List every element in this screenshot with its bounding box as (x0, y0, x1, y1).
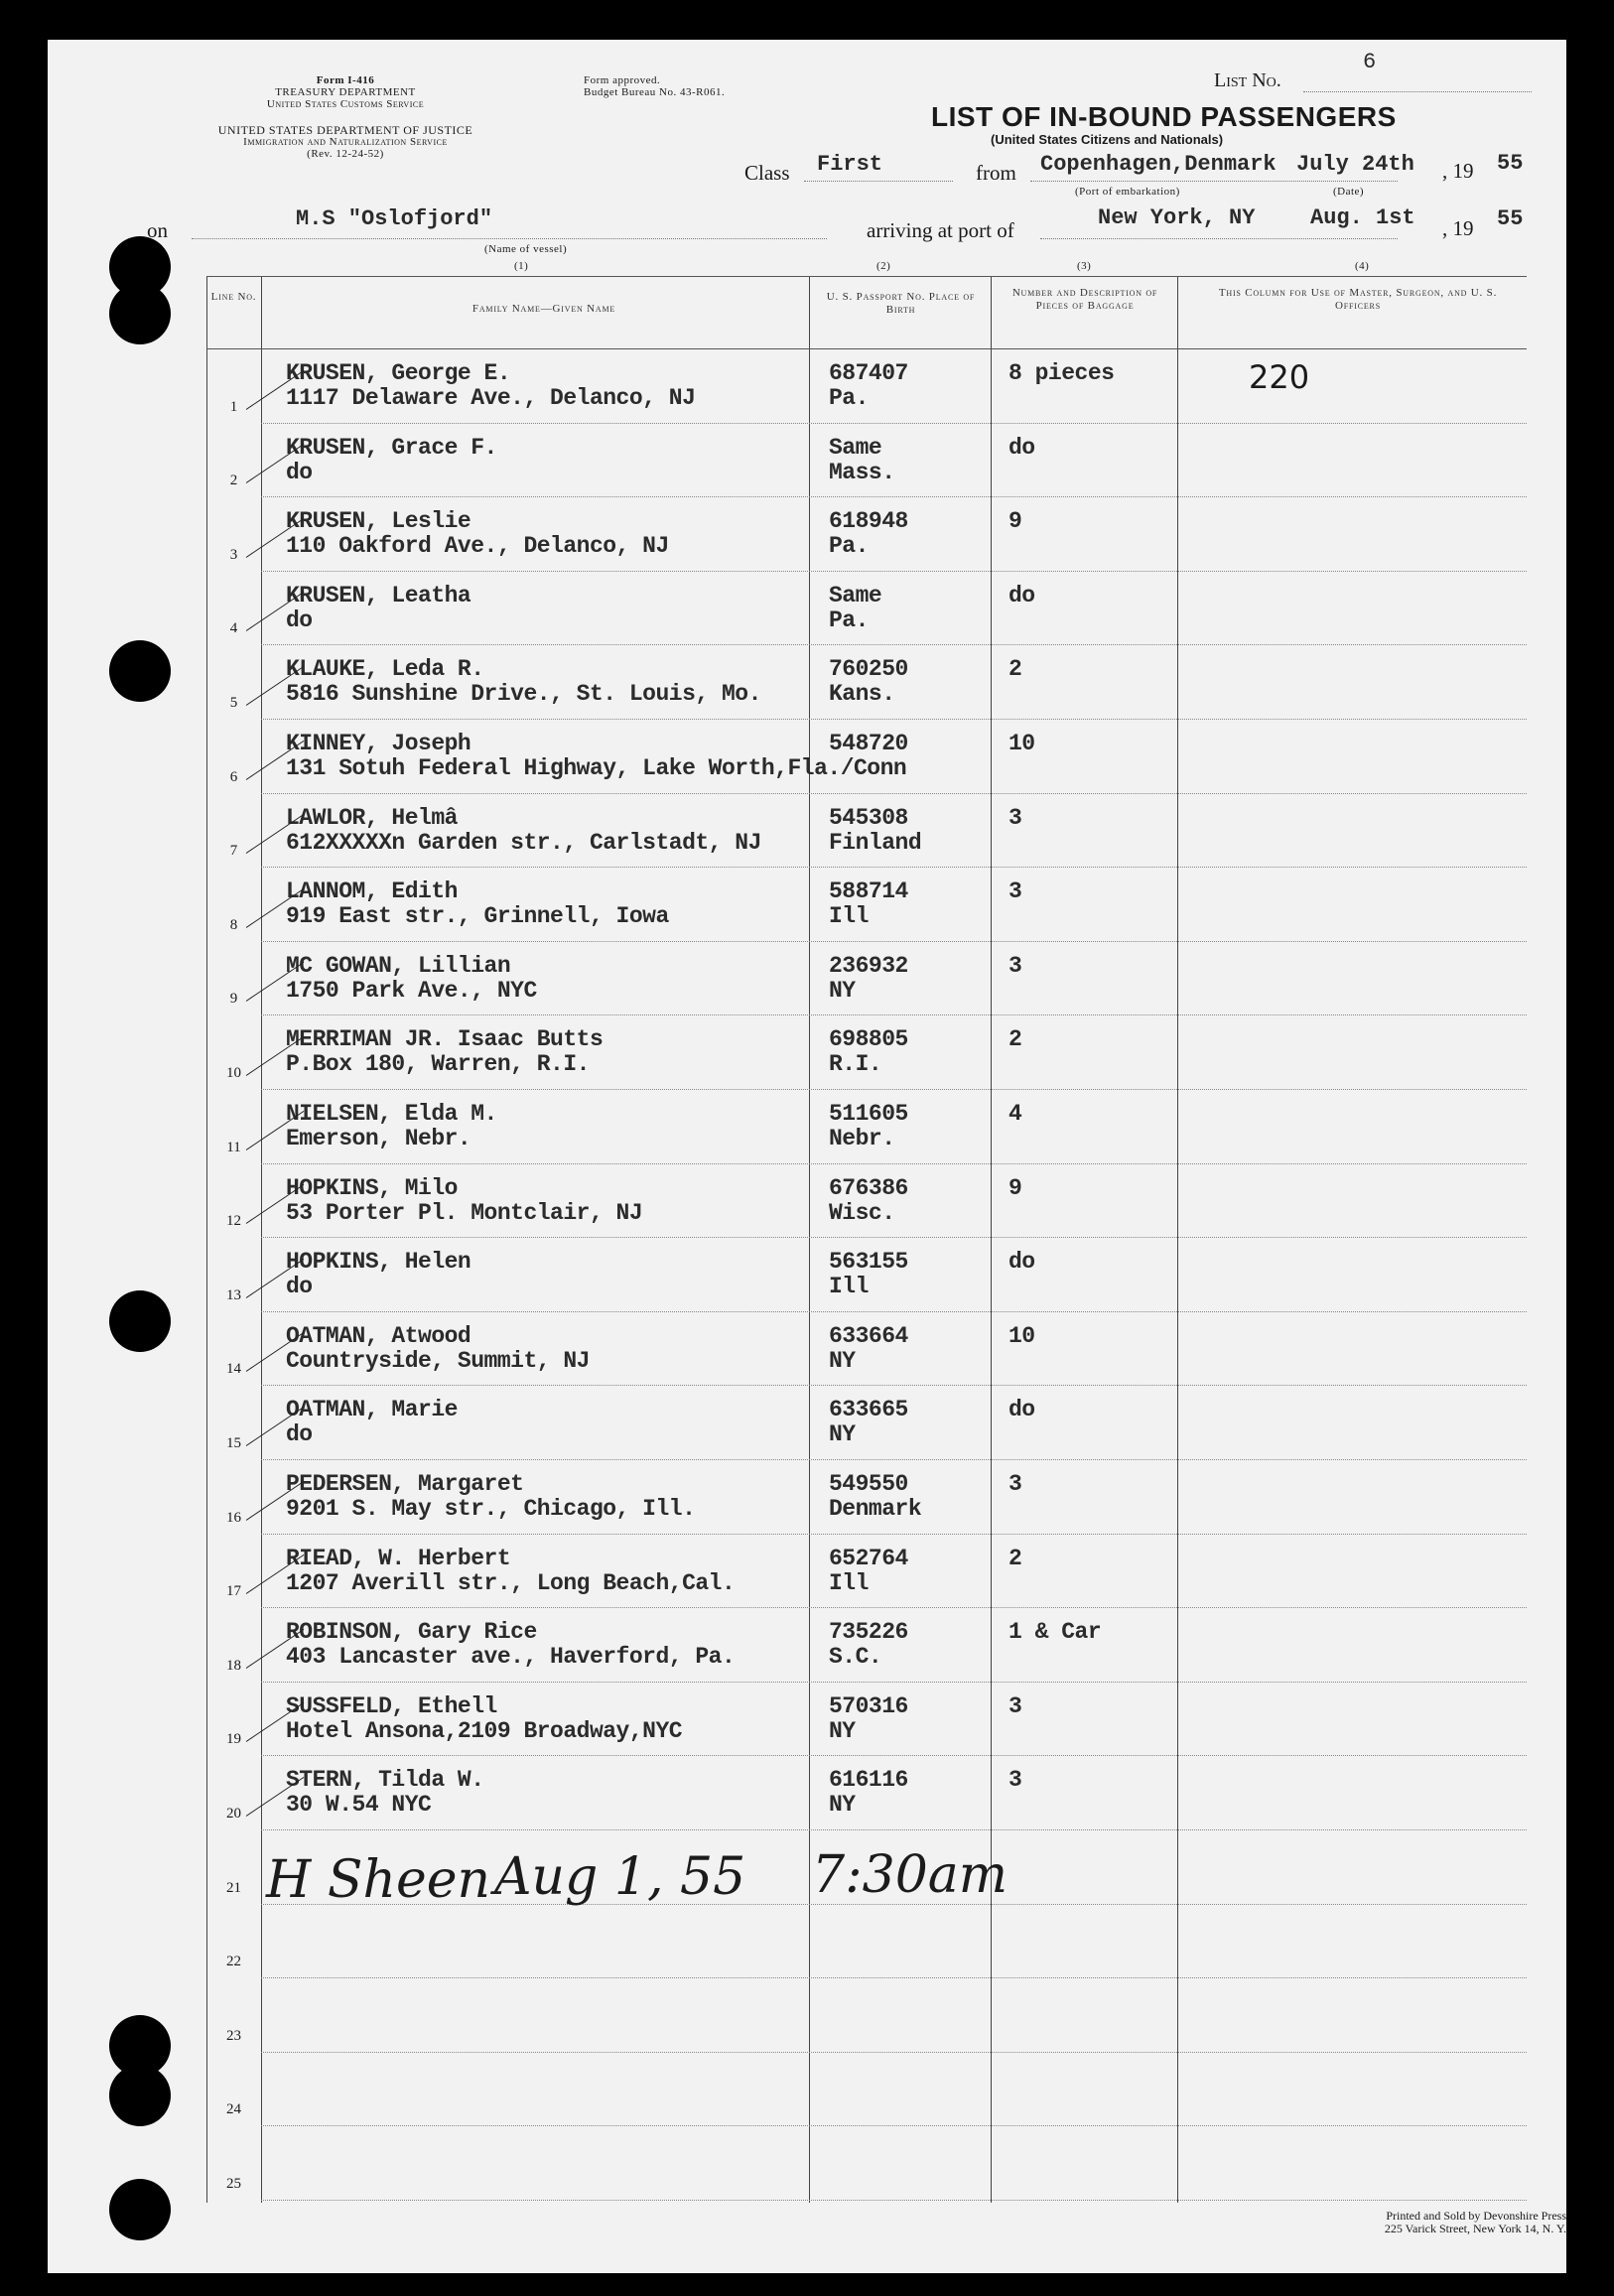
baggage-count: 9 (1009, 1174, 1022, 1201)
place-of-birth: NY (829, 1421, 856, 1448)
row-divider (261, 1163, 1527, 1164)
line-number: 1 (229, 398, 238, 415)
passenger-address: 612XXXXXn Garden str., Carlstadt, NJ (286, 829, 761, 856)
line-number: 3 (229, 546, 238, 563)
year-value: 55 (1497, 151, 1524, 176)
place-of-birth: Pa. (829, 607, 869, 633)
line-number: 7 (229, 843, 238, 860)
passport-number: 633665 (829, 1397, 908, 1423)
line-number: 16 (226, 1509, 241, 1526)
list-no-value: 6 (1363, 50, 1377, 74)
passport-number: 236932 (829, 952, 908, 979)
baggage-count: 10 (1009, 1322, 1035, 1349)
inspector-signature: H Sheen (266, 1850, 491, 1910)
line-number: 25 (226, 2176, 241, 2192)
passenger-name: KRUSEN, George E. (286, 360, 511, 386)
manifest-sheet (48, 40, 1566, 2273)
baggage-count: do (1009, 1397, 1035, 1423)
row-divider (261, 1459, 1527, 1460)
passport-number: Same (829, 582, 882, 608)
passenger-name: KRUSEN, Leslie (286, 508, 471, 535)
passport-number: 676386 (829, 1174, 908, 1201)
ins: Immigration and Naturalization Service (243, 136, 448, 148)
passport-number: 618948 (829, 508, 908, 535)
row-divider (261, 1237, 1527, 1238)
baggage-count: 2 (1009, 1026, 1022, 1053)
officer-notation: 220 (1249, 358, 1310, 396)
row-divider (261, 423, 1527, 424)
form-approved: Form approved. (584, 74, 661, 86)
place-of-birth: Pa. (829, 533, 869, 560)
row-divider (261, 1829, 1527, 1830)
line-number: 9 (229, 991, 238, 1008)
line-number: 23 (226, 2027, 241, 2044)
passport-number: 549550 (829, 1471, 908, 1497)
header-line-no: Line No. (210, 291, 257, 303)
place-of-birth: NY (829, 977, 856, 1004)
passport-number: 698805 (829, 1026, 908, 1053)
passenger-name: ROBINSON, Gary Rice (286, 1619, 537, 1646)
form-subtitle: (United States Citizens and Nationals) (991, 132, 1224, 147)
justice-department: UNITED STATES DEPARTMENT OF JUSTICE (217, 123, 473, 137)
row-divider (261, 644, 1527, 645)
list-no-label: List No. (1214, 69, 1281, 91)
passenger-name: KRUSEN, Grace F. (286, 434, 497, 461)
baggage-count: 1 & Car (1009, 1619, 1102, 1646)
col-marker-3: (3) (1077, 260, 1092, 272)
passenger-name: KINNEY, Joseph (286, 731, 471, 756)
line-number: 18 (226, 1657, 241, 1674)
line-number: 2 (229, 473, 238, 489)
binder-hole (109, 283, 171, 344)
col-marker-1: (1) (514, 260, 529, 272)
baggage-count: 3 (1009, 1767, 1022, 1794)
passport-number: 760250 (829, 656, 908, 683)
row-divider (261, 867, 1527, 868)
passenger-name: LANNOM, Edith (286, 878, 458, 905)
passenger-address: do (286, 607, 313, 633)
passenger-address: 9201 S. May str., Chicago, Ill. (286, 1496, 696, 1522)
year-prefix: , 19 (1442, 159, 1474, 183)
line-number: 13 (226, 1286, 241, 1303)
passenger-address: 30 W.54 NYC (286, 1792, 432, 1819)
binder-hole (109, 2179, 171, 2240)
passport-number: 616116 (829, 1767, 908, 1794)
passport-number: 687407 (829, 360, 908, 386)
passenger-address: 5816 Sunshine Drive., St. Louis, Mo. (286, 681, 761, 708)
form-number: Form I-416 (316, 74, 375, 86)
row-divider (261, 719, 1527, 720)
line-number: 22 (226, 1954, 241, 1970)
arrival-date: Aug. 1st (1310, 205, 1415, 230)
place-of-birth: Kans. (829, 681, 895, 708)
form-title: LIST OF IN-BOUND PASSENGERS (931, 101, 1397, 132)
row-divider (261, 1607, 1527, 1608)
col-marker-2: (2) (876, 260, 891, 272)
passenger-name: HOPKINS, Milo (286, 1174, 458, 1201)
passenger-name: PEDERSEN, Margaret (286, 1471, 524, 1497)
passport-number: 511605 (829, 1101, 908, 1127)
place-of-birth: Mass. (829, 459, 895, 485)
passenger-address: P.Box 180, Warren, R.I. (286, 1051, 590, 1078)
passenger-address: do (286, 1274, 313, 1300)
row-divider (261, 2052, 1527, 2053)
printer-line-2: 225 Varick Street, New York 14, N. Y. (1384, 2222, 1566, 2235)
passport-number: 652764 (829, 1545, 908, 1571)
on-label: on (147, 218, 168, 242)
row-divider (261, 1682, 1527, 1683)
inspection-time: 7:30am (812, 1845, 1009, 1905)
row-divider (261, 1385, 1527, 1386)
line-number: 6 (229, 768, 238, 785)
budget-bureau: Budget Bureau No. 43-R061. (584, 86, 726, 98)
line-number: 17 (226, 1583, 241, 1600)
passport-number: 545308 (829, 804, 908, 831)
baggage-count: 8 pieces (1009, 360, 1115, 386)
arrival-port: New York, NY (1098, 205, 1256, 230)
baggage-count: 3 (1009, 804, 1022, 831)
binder-hole (109, 1290, 171, 1352)
row-divider (261, 2200, 1527, 2201)
row-divider (261, 1977, 1527, 1978)
passenger-address: 1207 Averill str., Long Beach,Cal. (286, 1569, 736, 1596)
header-passport: U. S. Passport No. Place of Birth (826, 291, 976, 316)
passenger-name: OATMAN, Atwood (286, 1322, 471, 1349)
baggage-count: do (1009, 1249, 1035, 1276)
row-divider (261, 1089, 1527, 1090)
place-of-birth: Pa. (829, 385, 869, 411)
line-number: 24 (226, 2101, 241, 2118)
baggage-count: 3 (1009, 1471, 1022, 1497)
baggage-count: 3 (1009, 952, 1022, 979)
place-of-birth: Ill (829, 1569, 869, 1596)
baggage-count: 2 (1009, 656, 1022, 683)
passenger-address: 53 Porter Pl. Montclair, NJ (286, 1199, 643, 1226)
line-number: 21 (226, 1879, 241, 1896)
treasury-department: TREASURY DEPARTMENT (275, 86, 416, 98)
passport-number: Same (829, 434, 882, 461)
embarkation-date: July 24th (1296, 152, 1414, 177)
embarkation-port-caption: (Port of embarkation) (1075, 186, 1180, 198)
year-value-2: 55 (1497, 206, 1524, 231)
passenger-address: Hotel Ansona,2109 Broadway,NYC (286, 1717, 683, 1744)
row-divider (261, 2125, 1527, 2126)
line-number: 19 (226, 1731, 241, 1748)
place-of-birth: NY (829, 1792, 856, 1819)
row-divider (261, 1014, 1527, 1015)
passenger-address: do (286, 1421, 313, 1448)
line-number: 4 (229, 620, 238, 637)
baggage-count: 10 (1009, 731, 1035, 756)
passenger-address: Countryside, Summit, NJ (286, 1347, 590, 1374)
passenger-address: 110 Oakford Ave., Delanco, NJ (286, 533, 669, 560)
arriving-label: arriving at port of (867, 218, 1014, 242)
inspection-date: Aug 1, 55 (494, 1847, 746, 1907)
passenger-name: HOPKINS, Helen (286, 1249, 471, 1276)
baggage-count: 4 (1009, 1101, 1022, 1127)
header-baggage: Number and Description of Pieces of Baggage (1011, 287, 1158, 312)
passenger-name: SUSSFELD, Ethell (286, 1692, 497, 1719)
col-marker-4: (4) (1355, 260, 1370, 272)
place-of-birth: Nebr. (829, 1126, 895, 1151)
class-value: First (817, 152, 883, 177)
passenger-address: 1117 Delaware Ave., Delanco, NJ (286, 385, 696, 411)
printer-line-1: Printed and Sold by Devonshire Press (1386, 2209, 1566, 2223)
place-of-birth: S.C. (829, 1644, 882, 1671)
passport-number: 570316 (829, 1692, 908, 1719)
baggage-count: 3 (1009, 1692, 1022, 1719)
line-number: 14 (226, 1361, 241, 1378)
passenger-name: RIEAD, W. Herbert (286, 1545, 511, 1571)
line-number: 11 (226, 1139, 241, 1155)
place-of-birth: NY (829, 1347, 856, 1374)
passenger-name: NIELSEN, Elda M. (286, 1101, 497, 1127)
line-number: 5 (229, 695, 238, 711)
row-divider (261, 571, 1527, 572)
passenger-name: STERN, Tilda W. (286, 1767, 484, 1794)
place-of-birth: Ill (829, 903, 869, 930)
passport-number: 735226 (829, 1619, 908, 1646)
year-prefix-2: , 19 (1442, 216, 1474, 240)
passenger-address: do (286, 459, 313, 485)
passenger-address: Emerson, Nebr. (286, 1126, 471, 1151)
date-caption: (Date) (1333, 186, 1365, 198)
binder-hole (109, 640, 171, 702)
passenger-name: LAWLOR, Helmâ (286, 804, 458, 831)
passport-number: 588714 (829, 878, 908, 905)
passenger-address: 1750 Park Ave., NYC (286, 977, 537, 1004)
binder-hole (109, 2065, 171, 2126)
passenger-name: MERRIMAN JR. Isaac Butts (286, 1026, 604, 1053)
passenger-name: OATMAN, Marie (286, 1397, 458, 1423)
passenger-name: KLAUKE, Leda R. (286, 656, 484, 683)
line-number: 8 (229, 916, 238, 933)
revision: (Rev. 12-24-52) (307, 148, 384, 160)
class-label: Class (744, 161, 790, 185)
header-officers: This Column for Use of Master, Surgeon, and U. S. Officers (1218, 287, 1498, 312)
place-of-birth: Wisc. (829, 1199, 895, 1226)
passport-number: 563155 (829, 1249, 908, 1276)
baggage-count: do (1009, 582, 1035, 608)
baggage-count: do (1009, 434, 1035, 461)
row-divider (261, 941, 1527, 942)
place-of-birth: Denmark (829, 1496, 922, 1522)
line-number: 20 (226, 1806, 241, 1822)
line-number: 12 (226, 1213, 241, 1230)
passenger-table (206, 276, 1527, 2203)
row-divider (261, 496, 1527, 497)
place-of-birth: Finland (829, 829, 922, 856)
embarkation-port: Copenhagen,Denmark (1040, 152, 1277, 177)
passenger-name: MC GOWAN, Lillian (286, 952, 511, 979)
passenger-name: KRUSEN, Leatha (286, 582, 471, 608)
row-divider (261, 1534, 1527, 1535)
place-of-birth: R.I. (829, 1051, 882, 1078)
header-name: Family Name—Given Name (471, 303, 616, 315)
baggage-count: 3 (1009, 878, 1022, 905)
line-number: 10 (226, 1065, 241, 1081)
passport-number: 633664 (829, 1322, 908, 1349)
place-of-birth: NY (829, 1717, 856, 1744)
vessel-caption: (Name of vessel) (484, 243, 568, 255)
passenger-address: 131 Sotuh Federal Highway, Lake Worth,Fla./Conn (286, 755, 907, 781)
passenger-address: 403 Lancaster ave., Haverford, Pa. (286, 1644, 736, 1671)
passport-number: 548720 (829, 731, 908, 756)
customs-service: United States Customs Service (266, 98, 425, 110)
row-divider (261, 793, 1527, 794)
from-label: from (976, 161, 1016, 185)
line-number: 15 (226, 1435, 241, 1451)
baggage-count: 9 (1009, 508, 1022, 535)
baggage-count: 2 (1009, 1545, 1022, 1571)
place-of-birth: Ill (829, 1274, 869, 1300)
row-divider (261, 1311, 1527, 1312)
vessel-name: M.S "Oslofjord" (296, 206, 493, 231)
row-divider (261, 1755, 1527, 1756)
passenger-address: 919 East str., Grinnell, Iowa (286, 903, 669, 930)
